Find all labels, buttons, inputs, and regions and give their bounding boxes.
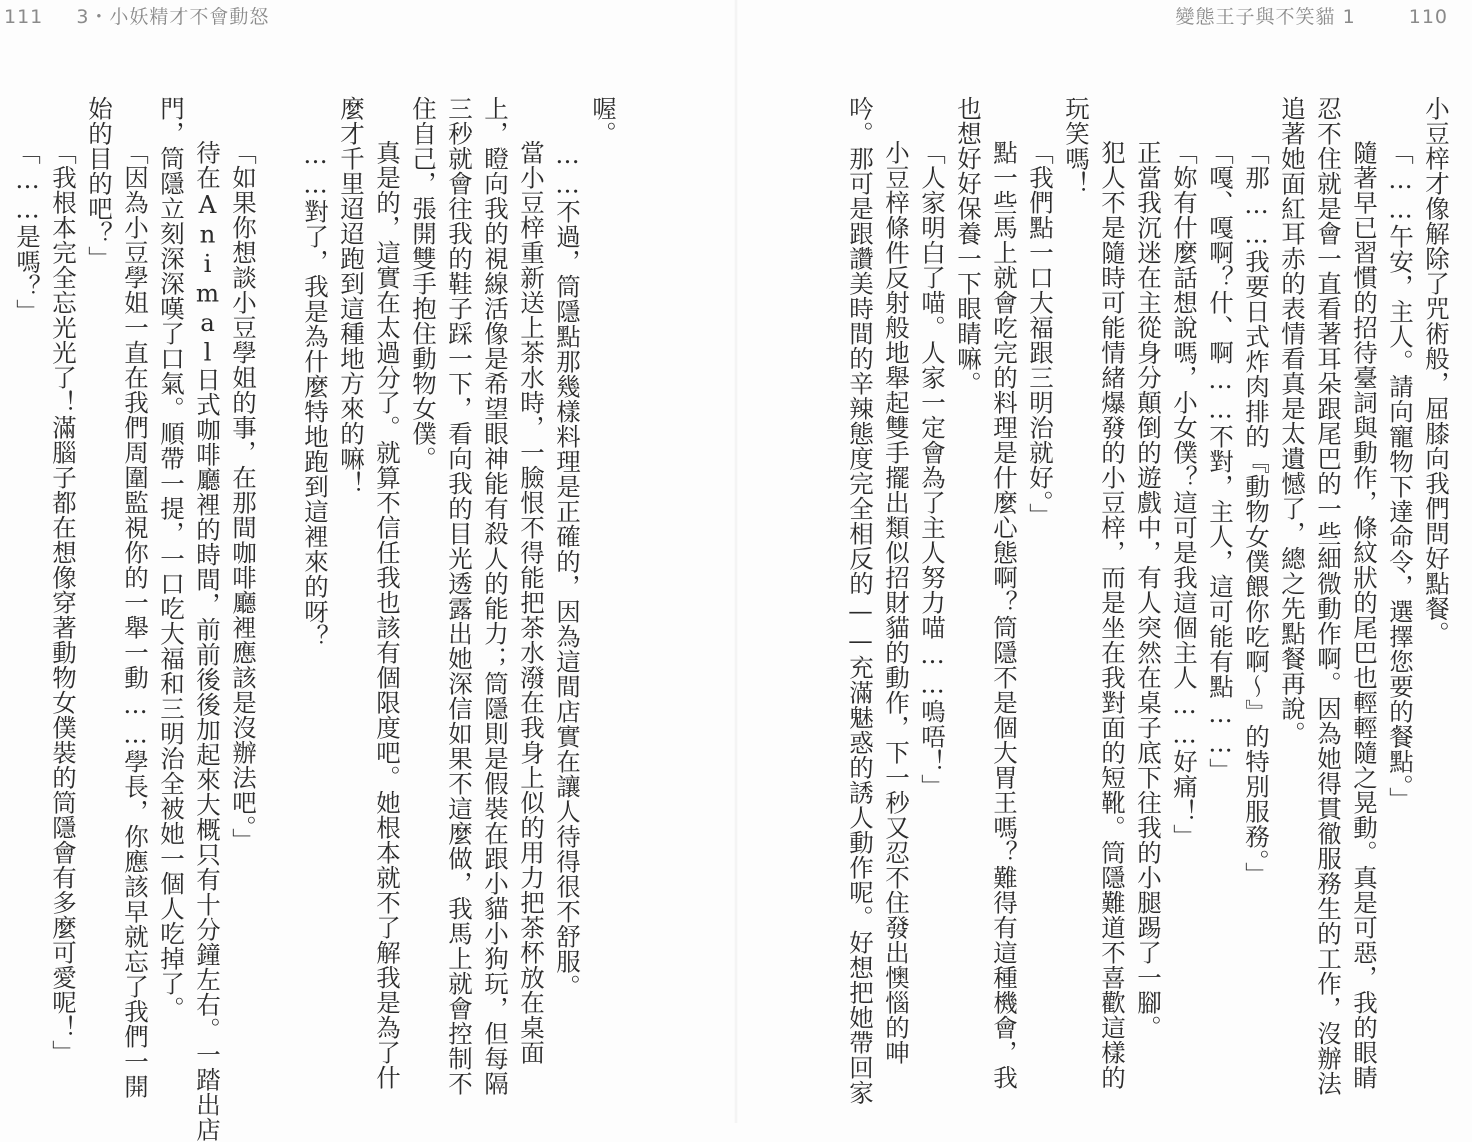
text-column: 始的目的吧？」 [85,96,114,271]
text-column: 「因為小豆學姐一直在我們周圍監視你的一舉一動……學長，你應該早就忘了我們一開 [121,140,150,1099]
text-column: 追著她面紅耳赤的表情看真是太遺憾了，總之先點餐再說。 [1278,96,1307,746]
text-column: 「嘎、嘎啊？什、啊……不對，主人，這可能有點……」 [1206,140,1235,783]
left-page-header [4,2,269,29]
text-column: 喔。 [589,96,618,146]
right-page-header [1176,2,1448,29]
text-column: 住自己，張開雙手抱住動物女僕。 [409,96,438,471]
text-column: 麼才千里迢迢跑到這種地方來的嘛！ [337,96,366,496]
text-column: 當小豆梓重新送上茶水時，一臉恨不得能把茶水潑在我身上似的用力把茶杯放在桌面 [517,140,546,1065]
text-column: 小豆梓條件反射般地舉起雙手擺出類似招財貓的動作，下一秒又忍不住發出懊惱的呻 [882,140,911,1065]
text-column: 「妳有什麼話想說嗎，小女僕？這可是我這個主人……好痛！」 [1170,140,1199,849]
text-column: 「那……我要日式炸肉排的『動物女僕餵你吃啊～』的特別服務。」 [1242,140,1271,887]
text-column: 忍不住就是會一直看著耳朵跟尾巴的一些細微動作啊。因為她得貫徹服務生的工作，沒辦法 [1314,96,1343,1096]
text-column: 「我們點一口大福跟三明治就好。」 [1026,140,1055,528]
text-column: 「……是嗎？」 [13,140,42,324]
left-page-number: 111 [4,6,44,28]
text-column: 正當我沉迷在主從身分顛倒的遊戲中，有人突然在桌子底下往我的小腿踢了一腳。 [1134,140,1163,1040]
text-column: 真是的，這實在太過分了。就算不信任我也該有個限度吧。她根本就不了解我是為了什 [373,140,402,1090]
page-gutter [734,0,738,1123]
text-column: 吟。那可是跟讚美時間的辛辣態度完全相反的——充滿魅惑的誘人動作呢。好想把她帶回家 [846,96,875,1105]
text-column: ……不過，筒隱點那幾樣料理是正確的，因為這間店實在讓人待得很不舒服。 [553,140,582,999]
text-column: 隨著早已習慣的招待臺詞與動作，條紋狀的尾巴也輕輕隨之晃動。真是可惡，我的眼睛 [1350,140,1379,1090]
text-column: 上，瞪向我的視線活像是希望眼神能有殺人的能力；筒隱則是假裝在跟小貓小狗玩，但每隔 [481,96,510,1096]
book-title: 變態王子與不笑貓 1 [1175,6,1356,28]
text-column: 「我根本完全忘光光了！滿腦子都在想像穿著動物女僕裝的筒隱會有多麼可愛呢！」 [49,140,78,1065]
text-column: 小豆梓才像解除了咒術般，屈膝向我們問好點餐。 [1422,96,1451,646]
right-page-number: 110 [1408,6,1448,28]
text-column: 玩笑嗎！ [1062,96,1091,196]
text-column: 點一些馬上就會吃完的料理是什麼心態啊？筒隱不是個大胃王嗎？難得有這種機會，我 [990,140,1019,1090]
text-column: 門，筒隱立刻深深嘆了口氣。順帶一提，一口吃大福和三明治全被她一個人吃掉了。 [157,96,186,1021]
text-column: 也想好好保養一下眼睛嘛。 [954,96,983,396]
text-column: 「人家明白了喵。人家一定會為了主人努力喵……嗚唔！」 [918,140,947,799]
text-column: 「……午安，主人。請向寵物下達命令，選擇您要的餐點。」 [1386,140,1415,812]
text-column: 待在Animal日式咖啡廳裡的時間，前前後後加起來大概只有十分鐘左右。一踏出店 [193,140,222,1142]
text-column: 「如果你想談小豆學姐的事，在那間咖啡廳裡應該是沒辦法吧。」 [229,140,258,853]
chapter-title: 3・小妖精才不會動怒 [76,6,270,28]
text-column: 犯人不是隨時可能情緒爆發的小豆梓，而是坐在我對面的短靴。筒隱難道不喜歡這樣的 [1098,140,1127,1090]
text-column: ……對了，我是為什麼特地跑到這裡來的呀？ [301,140,330,649]
text-column: 三秒就會往我的鞋子踩一下，看向我的目光透露出她深信如果不這麼做，我馬上就會控制不 [445,96,474,1096]
